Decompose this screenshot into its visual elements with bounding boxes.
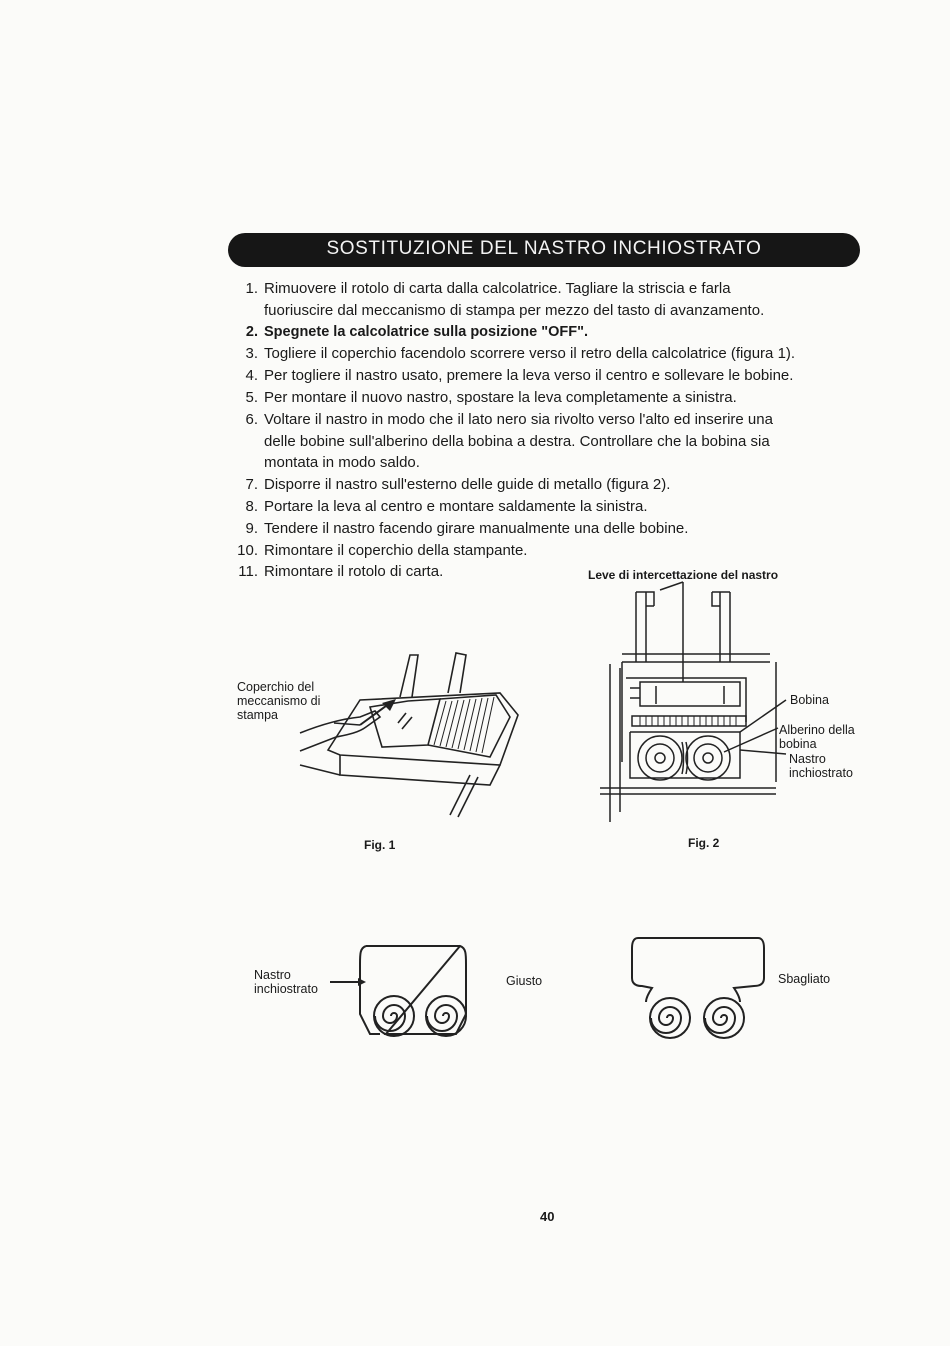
step-line: delle bobine sull'alberino della bobina a destra. Controllare che la bobina sia <box>264 432 770 450</box>
fig3-nastro-line: inchiostrato <box>254 982 318 996</box>
step-number: 5. <box>245 388 258 406</box>
fig2-alberino-label <box>779 723 855 751</box>
fig1-label-line: Coperchio del <box>237 680 315 694</box>
fig3-correct-illustration <box>330 934 490 1044</box>
fig3-nastro-line: Nastro <box>254 968 291 982</box>
fig2-nastro-label <box>789 752 853 780</box>
step-4 <box>230 365 865 387</box>
step-1 <box>230 278 865 322</box>
fig2-nastro-line: inchiostrato <box>789 766 853 780</box>
fig3-wrong-label: Sbagliato <box>778 972 831 986</box>
step-number: 3. <box>245 345 258 363</box>
fig3-nastro-label <box>254 968 318 996</box>
step-number: 11. <box>238 563 258 581</box>
fig2-bobina-label: Bobina <box>790 693 829 707</box>
fig1-caption: Fig. 1 <box>364 838 396 852</box>
step-line: Rimuovere il rotolo di carta dalla calcolatrice. Tagliare la striscia e farla <box>264 280 731 297</box>
step-number: 6. <box>245 410 258 428</box>
fig2-nastro-line: Nastro <box>789 752 826 766</box>
fig1-label-line: stampa <box>237 708 278 722</box>
step-line: Disporre il nastro sull'esterno delle guide di metallo (figura 2). <box>264 476 671 494</box>
step-line: montata in modo saldo. <box>264 454 420 472</box>
step-line: Tendere il nastro facendo girare manualmente una delle bobine. <box>264 519 689 537</box>
fig2-mechanism-illustration <box>600 582 800 832</box>
fig3-wrong-illustration <box>630 932 780 1042</box>
fig1-calculator-illustration <box>300 645 600 825</box>
step-line: Per montare il nuovo nastro, spostare la leva completamente a sinistra. <box>264 388 737 406</box>
step-number: 9. <box>245 519 258 537</box>
section-title: SOSTITUZIONE DEL NASTRO INCHIOSTRATO <box>326 238 762 259</box>
step-line: Togliere il coperchio facendolo scorrere verso il retro della calcolatrice (figura 1). <box>264 345 796 363</box>
step-9 <box>230 518 865 540</box>
step-text <box>264 409 865 474</box>
step-line: Rimontare il rotolo di carta. <box>264 563 444 581</box>
fig2-alberino-line: bobina <box>779 737 817 751</box>
fig1-label-line: meccanismo di <box>237 694 321 708</box>
step-2 <box>230 322 865 344</box>
step-number: 10. <box>237 541 258 559</box>
step-line: Portare la leva al centro e montare saldamente la sinistra. <box>264 497 648 515</box>
fig2-top-label: Leve di intercettazione del nastro <box>588 568 779 582</box>
step-10 <box>230 540 865 562</box>
step-line: fuoriuscire dal meccanismo di stampa per mezzo del tasto di avanzamento. <box>264 301 765 319</box>
step-8 <box>230 496 865 518</box>
step-5 <box>230 387 865 409</box>
instruction-list <box>230 278 865 583</box>
fig2-caption: Fig. 2 <box>688 836 720 850</box>
step-6 <box>230 409 865 474</box>
fig2-alberino-line: Alberino della <box>779 723 855 737</box>
step-line: Rimontare il coperchio della stampante. <box>264 541 528 559</box>
step-line: Per togliere il nastro usato, premere la leva verso il centro e sollevare le bobine. <box>264 367 794 385</box>
fig3-correct-label: Giusto <box>506 974 543 988</box>
step-line: Voltare il nastro in modo che il lato nero sia rivolto verso l'alto ed inserire una <box>264 410 773 428</box>
step-text <box>264 278 865 322</box>
step-number: 1. <box>245 280 258 297</box>
section-banner <box>228 233 860 267</box>
step-number: 8. <box>245 497 258 515</box>
step-7 <box>230 474 865 496</box>
step-number: 2. <box>245 323 258 340</box>
step-number: 4. <box>245 367 258 385</box>
step-number: 7. <box>245 476 258 494</box>
page-number: 40 <box>540 1209 555 1224</box>
step-3 <box>230 343 865 365</box>
step-line: Spegnete la calcolatrice sulla posizione "OFF". <box>264 323 588 340</box>
